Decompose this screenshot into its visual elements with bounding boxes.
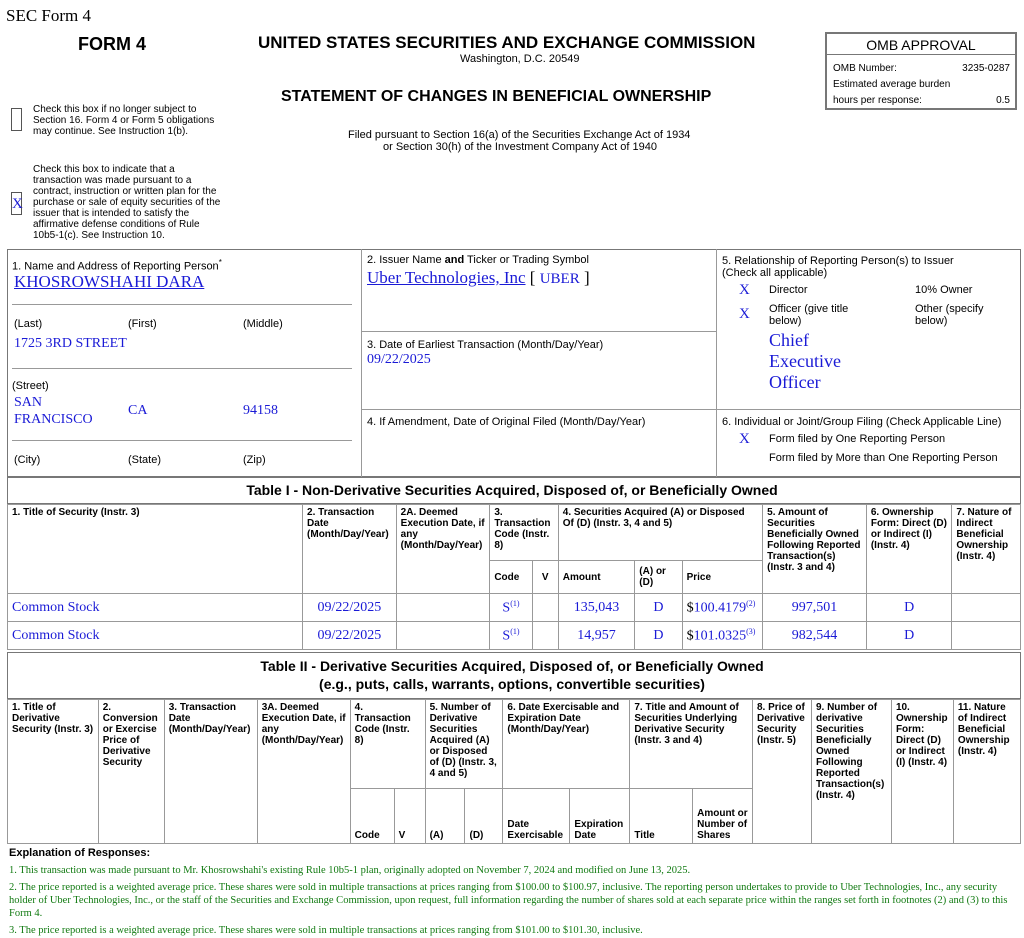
t1-r1-date: 09/22/2025 [303, 594, 397, 622]
t1-h-code: 3. Transaction Code (Instr. 8) [490, 505, 558, 561]
first-label: (First) [128, 318, 157, 330]
table-row [8, 622, 1021, 650]
t2-h-a: (A) [425, 788, 465, 843]
earliest-date-label: 3. Date of Earliest Transaction (Month/Day/Year) [367, 339, 604, 351]
t1-r2-price: $101.0325$^{(3)}$ [682, 622, 763, 650]
t1-r1-form: D [866, 594, 952, 622]
zip-label: (Zip) [243, 454, 266, 466]
t1-r1-ad: D [635, 594, 682, 622]
filing-one-mark[interactable]: X [739, 431, 750, 447]
t1-h-code-sub: Code [490, 561, 532, 594]
omb-hours-label: hours per response: [833, 95, 922, 106]
t1-r1-price: $100.4179$^{(2)}$ [682, 594, 763, 622]
t1-h-acquired: 4. Securities Acquired (A) or Disposed Of (D) (Instr. 3, 4 and 5) [558, 505, 762, 561]
section16-text: Check this box if no longer subject to Section 16. Form 4 or Form 5 obligations may continue. See Instruction 1(b). [33, 104, 215, 137]
t1-h-amount: Amount [558, 561, 635, 594]
statement-title: STATEMENT OF CHANGES IN BENEFICIAL OWNERSHIP [281, 88, 712, 105]
footnote-2: 2. The price reported is a weighted average price. These shares were sold in multiple transactions at prices ranging from $100.00 to $100.97, inclusive. The reporting person undertakes to provide to Uber Technologies, Inc., any security holder of Uber Technologies, Inc., or the staff of the Securities and Exchange Commission, upon request, full information regarding the number of shares sold at each separate price within the ranges set forth in footnotes (2) and (3) to this Form 4. [9, 882, 1008, 919]
rule10b5-text: Check this box to indicate that a transaction was made pursuant to a contract, instruction or written plan for the purchase or sale of equity securities of the issuer that is intended to satisfy the affirmative defense conditions of Rule 10b5-1(c). See Instruction 10. [33, 164, 221, 241]
city-label: (City) [14, 454, 41, 466]
omb-title: OMB APPROVAL [827, 34, 1015, 55]
table2-title: Table II - Derivative Securities Acquired, Disposed of, or Beneficially Owned (e.g., puts, calls, warrants, options, convertible securities) [260, 658, 764, 692]
t1-h-title: 1. Title of Security (Instr. 3) [8, 505, 303, 594]
sec-form-label: SEC Form 4 [6, 6, 92, 25]
omb-number-value: 3235-0287 [962, 63, 1010, 74]
table1 [7, 504, 1021, 650]
table-row [8, 594, 1021, 622]
table1-title: Table I - Non-Derivative Securities Acquired, Disposed of, or Beneficially Owned [246, 482, 778, 498]
issuer-ticker: UBER [539, 271, 580, 287]
filed-line-2: or Section 30(h) of the Investment Company Act of 1940 [383, 141, 657, 153]
t2-h-code-sub: Code [350, 788, 394, 843]
t1-r2-form: D [866, 622, 952, 650]
middle-label: (Middle) [243, 318, 283, 330]
omb-burden-label: Estimated average burden [833, 79, 951, 90]
t1-r2-title: Common Stock [8, 622, 303, 650]
street-label: (Street) [12, 380, 49, 392]
agency-name: UNITED STATES SECURITIES AND EXCHANGE COMMISSION [258, 33, 756, 52]
t1-r2-amount: 14,957 [558, 622, 635, 650]
t1-h-deemed: 2A. Deemed Execution Date, if any (Month/Day/Year) [396, 505, 490, 594]
t1-r1-title: Common Stock [8, 594, 303, 622]
officer-title: Chief Executive Officer [769, 330, 841, 392]
relationship-label: 5. Relationship of Reporting Person(s) to Issuer (Check all applicable) [722, 255, 954, 279]
footnote-1: 1. This transaction was made pursuant to Mr. Khosrowshahi's existing Rule 10b5-1 plan, originally adopted on November 7, 2024 and modified on June 13, 2025. [9, 865, 691, 876]
t2-h-code: 4. Transaction Code (Instr. 8) [350, 700, 425, 789]
t2-h-nature: 11. Nature of Indirect Beneficial Ownership (Instr. 4) [953, 700, 1020, 844]
state-label: (State) [128, 454, 162, 466]
t1-r1-owned: 997,501 [763, 594, 867, 622]
filing-one-label: Form filed by One Reporting Person [769, 433, 946, 445]
street-value: 1725 3RD STREET [14, 336, 127, 351]
t1-h-date: 2. Transaction Date (Month/Day/Year) [303, 505, 397, 594]
t2-h-date-ex: Date Exercisable [503, 788, 570, 843]
t2-h-exp: Expiration Date [570, 788, 630, 843]
omb-hours-value: 0.5 [996, 95, 1010, 106]
footnote-3: 3. The price reported is a weighted average price. These shares were sold in multiple transactions at prices ranging from $101.00 to $101.30, inclusive. [9, 925, 643, 936]
filed-line-1: Filed pursuant to Section 16(a) of the Securities Exchange Act of 1934 [348, 129, 691, 141]
t2-h-conversion: 2. Conversion or Exercise Price of Derivative Security [98, 700, 164, 844]
t2-h-form: 10. Ownership Form: Direct (D) or Indirect (I) (Instr. 4) [891, 700, 953, 844]
explanation-title: Explanation of Responses: [9, 847, 151, 859]
t1-r2-code: $S^{(1)}$ [490, 622, 532, 650]
reporting-person-name[interactable]: KHOSROWSHAHI DARA [14, 272, 205, 291]
t2-h-price: 8. Price of Derivative Security (Instr. 5) [753, 700, 812, 844]
t1-r1-amount: 135,043 [558, 594, 635, 622]
director-label: Director [769, 284, 808, 296]
reporting-person-label: 1. Name and Address of Reporting Person* [12, 258, 222, 273]
agency-location: Washington, D.C. 20549 [460, 53, 580, 65]
t1-r2-date: 09/22/2025 [303, 622, 397, 650]
t2-h-title: 1. Title of Derivative Security (Instr. 3) [8, 700, 99, 844]
t1-h-form: 6. Ownership Form: Direct (D) or Indirect (I) (Instr. 4) [866, 505, 952, 594]
t1-h-v: V [532, 561, 558, 594]
issuer-label: 2. Issuer Name and Ticker or Trading Symbol [367, 254, 589, 266]
filing-more-label: Form filed by More than One Reporting Person [769, 452, 998, 464]
t1-h-price: Price [682, 561, 763, 594]
officer-label: Officer (give title below) [769, 303, 849, 327]
rule10b5-checkbox[interactable]: X [11, 192, 22, 215]
t1-h-nature: 7. Nature of Indirect Beneficial Ownership (Instr. 4) [952, 505, 1021, 594]
t2-h-exercisable: 6. Date Exercisable and Expiration Date (Month/Day/Year) [503, 700, 630, 789]
last-label: (Last) [14, 318, 43, 330]
issuer-name[interactable]: Uber Technologies, Inc [367, 268, 526, 287]
t2-h-underlying: 7. Title and Amount of Securities Underlying Derivative Security (Instr. 3 and 4) [630, 700, 753, 789]
section16-checkbox[interactable] [11, 108, 22, 131]
t2-h-d: (D) [465, 788, 503, 843]
t1-r1-code: $S^{(1)}$ [490, 594, 532, 622]
amendment-label: 4. If Amendment, Date of Original Filed (Month/Day/Year) [367, 416, 646, 428]
t2-h-deemed: 3A. Deemed Execution Date, if any (Month/Day/Year) [257, 700, 350, 844]
t2-h-number: 5. Number of Derivative Securities Acquired (A) or Disposed of (D) (Instr. 3, 4 and 5) [425, 700, 503, 789]
issuer-line: Uber Technologies, Inc [ UBER ] [367, 268, 590, 287]
officer-mark[interactable]: X [739, 306, 750, 322]
director-mark[interactable]: X [739, 282, 750, 298]
t2-h-title-sub: Title [630, 788, 693, 843]
t2-h-v: V [394, 788, 425, 843]
form-title: FORM 4 [78, 34, 147, 54]
state-value: CA [128, 403, 148, 418]
earliest-date-value: 09/22/2025 [367, 352, 431, 367]
t2-h-owned: 9. Number of derivative Securities Beneficially Owned Following Reported Transaction(s) (Instr. 4) [811, 700, 891, 844]
t1-h-owned: 5. Amount of Securities Beneficially Owned Following Reported Transaction(s) (Instr. 3 and 4) [763, 505, 867, 594]
t2-h-amount-shares: Amount or Number of Shares [693, 788, 753, 843]
table2 [7, 699, 1021, 844]
t1-r2-owned: 982,544 [763, 622, 867, 650]
filing-label: 6. Individual or Joint/Group Filing (Check Applicable Line) [722, 416, 1002, 428]
t1-h-aord: (A) or (D) [635, 561, 682, 594]
ten-percent-owner-label: 10% Owner [915, 284, 973, 296]
city-value: SAN FRANCISCO [14, 395, 93, 427]
t2-h-date: 3. Transaction Date (Month/Day/Year) [164, 700, 257, 844]
zip-value: 94158 [243, 403, 278, 418]
omb-number-label: OMB Number: [833, 63, 897, 74]
omb-approval-box [825, 32, 1017, 110]
other-label: Other (specify below) [915, 303, 984, 327]
t1-r2-ad: D [635, 622, 682, 650]
